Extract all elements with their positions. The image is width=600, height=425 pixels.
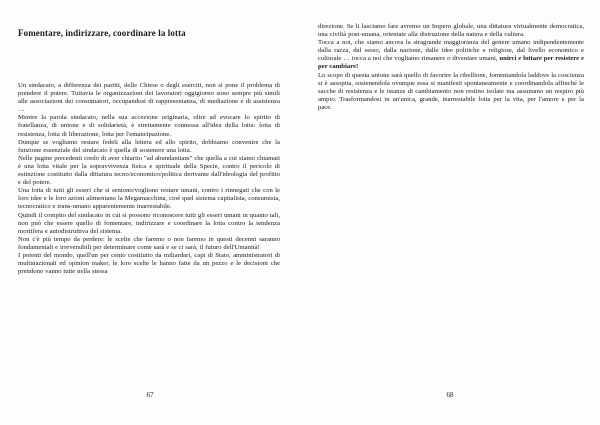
paragraph: Mentre la parola sindacato, nella sua accezione originaria, oltre ad evocare lo spirito di fratellanza, di unione e di solidarietà, è strettamente connessa all'idea della lotta: lotta di resistenza, lotta di liberazione, lotta per l'emancipazione. — [18, 114, 280, 138]
paragraph: Una lotta di tutti gli esseri che si sentono/vogliono restare umani, contro i rinnegati che con le loro idee e le loro azioni alimentano la Megamacchina, cioè quel sistema capitalista, consumista, tecnocratico e trans-umano apparentemente inarrestabile. — [18, 187, 280, 211]
paragraph-text: Tocca a noi, che siamo ancora la stragrande maggioranza del genere umano indipendentemente dalla razza, dal sesso, dalla nazione, dalle idee politiche e religiose, dal livello economico e culturale … tocca a noi che vogliamo rimanere o diventare umani, — [318, 39, 584, 63]
chapter-title: Fomentare, indirizzare, coordinare la lotta — [18, 28, 186, 38]
paragraph: I potenti del mondo, quell'un per cento costituito da miliardari, capi di Stato, amministratori di multinazionali ed opinion maker, le loro scelte le hanno fatte da un pezzo e le decisioni che prendono vanno tutte nella stessa — [18, 251, 280, 276]
emphasized-text: unirci e lottare per resistere e per cambiare! — [318, 55, 584, 71]
paragraph: direzione. Se li lasciamo fare avremo un Impero globale, una dittatura virtualmente democratica, una civiltà post-umana, orientate alla distruzione della natura e della cultura. — [318, 23, 584, 39]
paragraph: Non c'è più tempo da perdere: le scelte che faremo o non faremo in questi decenni saranno fondamentali e irreversibili per determinare come sarà e se ci sarà, il futuro dell'Umanità! — [18, 235, 280, 251]
right-page-body — [318, 23, 584, 112]
page-number-left: 67 — [146, 391, 154, 399]
page-right — [300, 0, 600, 425]
paragraph: Nelle pagine precedenti credo di aver chiarito "ad abundantiam" che quella a cui siamo chiamati è una lotta vitale per la sopravvivenza fisica e spirituale della Specie, contro il pericolo di estinzione costituito dalla dittatura tecno/economico/politica derivante dall'ideologia del profitto e del potere. — [18, 154, 280, 187]
left-page-body — [18, 82, 280, 276]
paragraph: Quindi il compito del sindacato in cui si possono riconoscere tutti gli esseri umani in quanto tali, non può che essere quello di fomentare, indirizzare e coordinare la lotta contro la tendenza mortifera e autodistruttiva del sistema. — [18, 211, 280, 235]
paragraph: Dunque se vogliamo restare fedeli alla lettera ed allo spirito, dobbiamo convenire che la funzione essenziale del sindacato è quella di sostenere una lotta. — [18, 138, 280, 154]
paragraph — [318, 39, 584, 71]
paragraph: Lo scopo di questa unione sarà quello di favorire la ribellione, fomentandola laddove la coscienza si è assopita, sostenendola ovunque essa si manifesti spontaneamente e coordinandola affinché le sacche di resistenza e le istanze di cambiamento non restino isolate ma assumano un respiro più ampio. Trasformandosi in un'unica, grande, inarrestabile lotta per la vita, per l'amore e per la pace. — [318, 71, 584, 111]
paragraph: Un sindacato, a differenza dei partiti, delle Chiese o degli eserciti, non si pone il problema di prendere il potere. Tuttavia le organizzazioni dei lavoratori oggigiorno sono sempre più simili alle associazioni dei consumatori, occupandosi di rappresentanza, di mediazione e di assistenza … — [18, 82, 280, 114]
page-number-right: 68 — [446, 391, 454, 399]
